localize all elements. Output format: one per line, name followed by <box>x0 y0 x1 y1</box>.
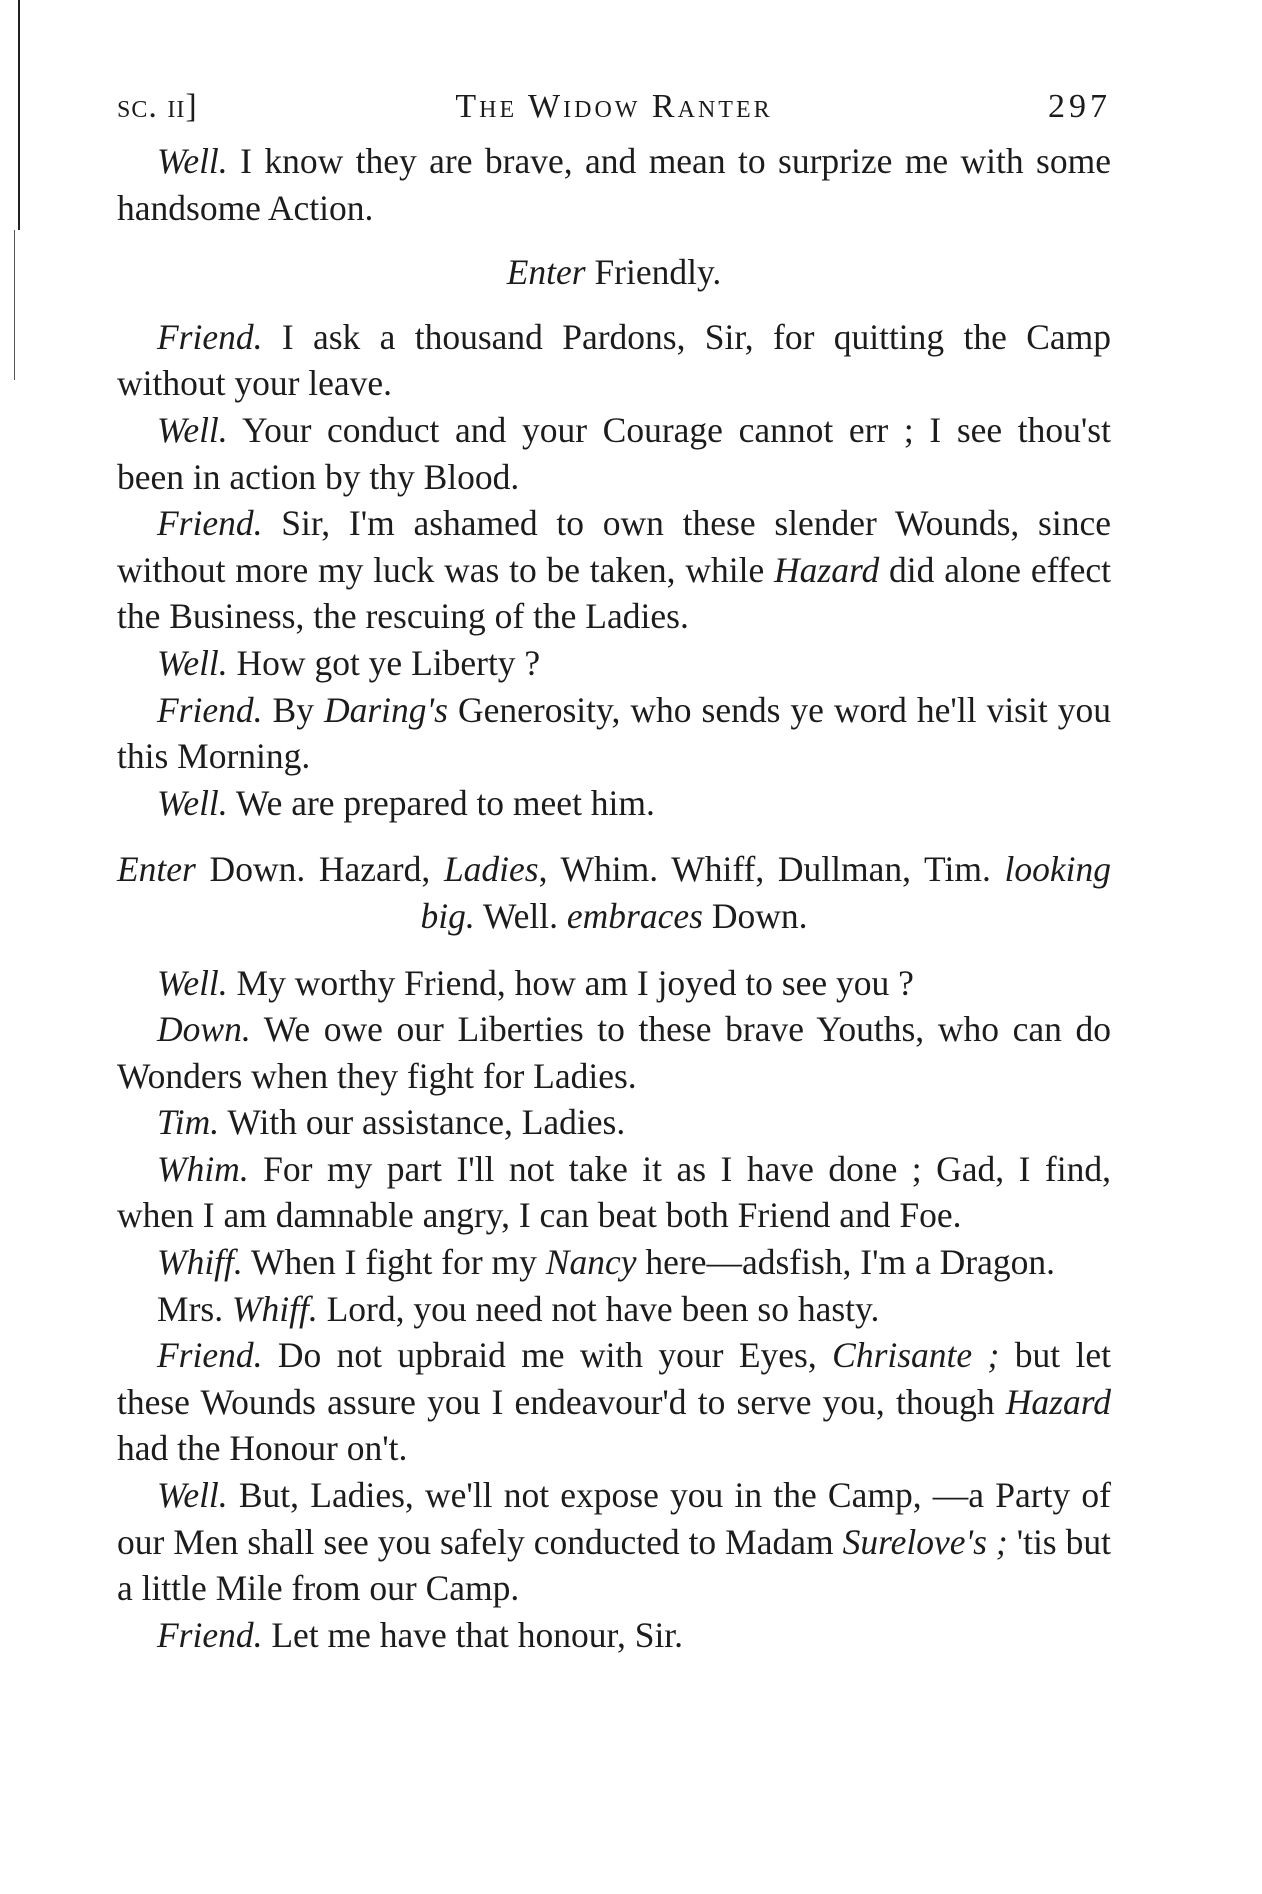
speaker: Well. <box>157 782 228 823</box>
stage-direction-italic: Enter <box>117 849 196 890</box>
speaker: Friend. <box>157 1335 263 1376</box>
speech: Your conduct and your Courage cannot err ; I see thou'st been in action by thy Blood. <box>117 409 1111 497</box>
speech-italic: Daring's <box>323 689 448 730</box>
speech-line <box>117 314 1111 407</box>
running-header <box>117 88 1111 138</box>
stage-direction-text: Well. <box>474 895 567 936</box>
speaker: Well. <box>157 409 228 450</box>
speaker: Well. <box>157 141 228 181</box>
stage-direction-italic: Enter <box>506 252 586 293</box>
speech-line <box>117 138 1111 231</box>
speech: Let me have that honour, Sir. <box>262 1614 684 1655</box>
stage-direction-text: Down. Hazard, <box>195 849 444 890</box>
page-number: 297 <box>1048 88 1111 125</box>
speaker: Friend. <box>157 1614 263 1655</box>
speaker: Friend. <box>157 689 263 730</box>
speech-line <box>117 780 1111 827</box>
speech-line <box>117 687 1111 780</box>
speech-line <box>117 1472 1111 1612</box>
page-edge-line <box>18 0 20 230</box>
speaker: Whiff. <box>157 1242 243 1283</box>
speech: Sir, I'm ashamed to own these slender Wounds, since without more my luck was to be taken, while <box>117 503 1111 590</box>
speaker: Down. <box>157 1009 251 1050</box>
stage-direction-italic: looking big. <box>420 849 1111 936</box>
speaker: Friend. <box>157 316 263 357</box>
stage-direction-italic: Ladies <box>443 849 539 890</box>
speaker: Well. <box>157 642 228 683</box>
speaker: Well. <box>157 962 228 1003</box>
speech: But, Ladies, we'll not expose you in the Camp, —a Party of our Men shall see you safely conducted to Madam <box>117 1475 1111 1562</box>
book-page <box>117 88 1111 1658</box>
speech: here—adsfish, I'm a Dragon. <box>636 1242 1055 1283</box>
speech-italic: Nancy <box>545 1242 637 1283</box>
speaker: Whim. <box>157 1148 249 1189</box>
speech-line <box>117 1239 1111 1286</box>
speech-line <box>117 1332 1111 1472</box>
speech: How got ye Liberty ? <box>227 642 541 683</box>
speech: but let these Wounds assure you I endeavour'd to serve you, though <box>117 1335 1111 1422</box>
speech: My worthy Friend, how am I joyed to see you ? <box>227 962 914 1003</box>
speech: I know they are brave, and mean to surprize me with some handsome Action. <box>117 141 1111 228</box>
stage-direction-text: , Whim. Whiff, Dullman, Tim. <box>538 849 1005 890</box>
stage-direction-text: Friendly. <box>585 252 722 293</box>
speaker: Well. <box>157 1475 228 1516</box>
speech: By <box>262 689 324 730</box>
stage-direction <box>117 846 1111 939</box>
page-body <box>117 138 1111 1658</box>
speech-line <box>117 1146 1111 1239</box>
stage-direction-text: Down. <box>702 895 808 936</box>
header-section: sc. ii] <box>117 88 198 125</box>
speech-italic: Hazard <box>774 549 880 590</box>
speaker-prefix: Mrs. <box>157 1288 232 1329</box>
speech-line <box>117 640 1111 687</box>
speech: We are prepared to meet him. <box>227 782 655 823</box>
speech-line <box>117 1099 1111 1146</box>
speech-line <box>117 960 1111 1007</box>
speaker: Whiff. <box>231 1288 318 1329</box>
speech: Do not upbraid me with your Eyes, <box>262 1335 833 1376</box>
speech: Lord, you need not have been so hasty. <box>317 1288 880 1329</box>
speech-line <box>117 1286 1111 1333</box>
speech-italic: Hazard <box>1005 1381 1111 1422</box>
page-edge-line-lower <box>14 230 15 380</box>
speaker: Friend. <box>157 503 263 544</box>
header-title: The Widow Ranter <box>455 88 773 125</box>
speech-italic: Chrisante ; <box>832 1335 1000 1376</box>
speech: We owe our Liberties to these brave Youths, who can do Wonders when they fight for Ladies. <box>117 1009 1111 1096</box>
speech-line <box>117 1006 1111 1099</box>
speech: did alone effect the Business, the rescuing of the Ladies. <box>117 549 1111 637</box>
speech-line <box>117 407 1111 500</box>
speech-line <box>117 1612 1111 1659</box>
speaker: Tim. <box>157 1102 220 1143</box>
speech: had the Honour on't. <box>117 1428 408 1469</box>
speech: I ask a thousand Pardons, Sir, for quitting the Camp without your leave. <box>117 316 1111 404</box>
speech: 'tis but a little Mile from our Camp. <box>117 1521 1111 1609</box>
speech-italic: Surelove's ; <box>842 1521 1008 1562</box>
speech-line <box>117 500 1111 640</box>
speech: With our assistance, Ladies. <box>219 1102 626 1143</box>
speech: Generosity, who sends ye word he'll visit you this Morning. <box>117 689 1111 777</box>
speech: For my part I'll not take it as I have done ; Gad, I find, when I am damnable angry, I can beat both Friend and Foe. <box>117 1148 1111 1236</box>
speech: When I fight for my <box>242 1242 546 1283</box>
stage-direction <box>117 249 1111 296</box>
stage-direction-italic: embraces <box>566 895 703 936</box>
